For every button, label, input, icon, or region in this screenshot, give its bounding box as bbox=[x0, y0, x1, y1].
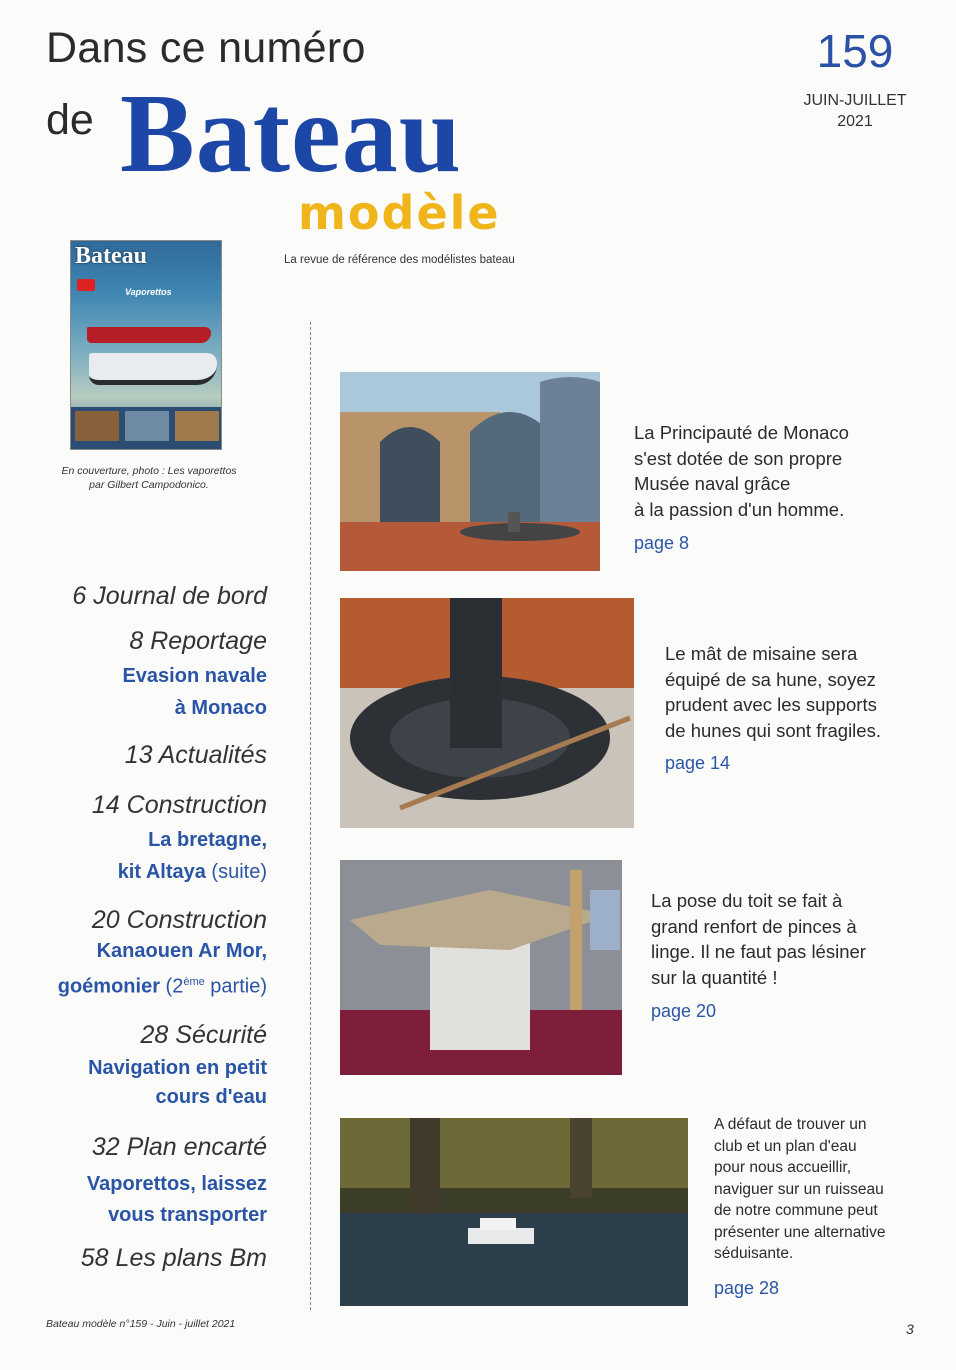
photo-musee-illustration bbox=[340, 372, 600, 571]
photo-toit-pinces bbox=[340, 860, 622, 1075]
toc-article-line[interactable]: Kanaouen Ar Mor, bbox=[96, 940, 267, 962]
caption-line: à la passion d'un homme. bbox=[634, 498, 845, 520]
photo-ruisseau-illustration bbox=[340, 1118, 688, 1306]
caption-line: A défaut de trouver un bbox=[714, 1116, 867, 1133]
photo-ruisseau bbox=[340, 1118, 688, 1306]
toc-article-normal: (2 bbox=[160, 975, 184, 998]
feature-caption-hune bbox=[665, 641, 881, 743]
page-link-14[interactable]: page 14 bbox=[665, 753, 731, 773]
toc-item-construction-14[interactable]: 14 Construction bbox=[91, 791, 267, 819]
caption-line: s'est dotée de son propre bbox=[634, 447, 843, 469]
cover-caption-line2: par Gilbert Campodonico. bbox=[89, 479, 209, 491]
brand-logo-modele: modèle bbox=[298, 186, 501, 240]
toc-article-line[interactable]: Vaporettos, laissez bbox=[86, 1173, 267, 1195]
toc-item-securite[interactable]: 28 Sécurité bbox=[140, 1021, 267, 1049]
toc-item-actualites[interactable]: 13 Actualités bbox=[124, 741, 267, 769]
caption-line: grand renfort de pinces à bbox=[651, 915, 857, 937]
toc-item-plans-bm[interactable]: 58 Les plans Bm bbox=[80, 1244, 267, 1272]
photo-musee-monaco bbox=[340, 372, 600, 571]
footer-publication: Bateau modèle n°159 - Juin - juillet 2021 bbox=[46, 1318, 236, 1330]
cover-thumb-3 bbox=[175, 411, 219, 441]
feature-caption-ruisseau bbox=[714, 1114, 885, 1265]
heading-de: de bbox=[46, 96, 94, 144]
caption-line: naviguer sur un ruisseau bbox=[714, 1180, 884, 1198]
page-link-28[interactable]: page 28 bbox=[714, 1278, 780, 1298]
toc-article-line[interactable]: Evasion navale bbox=[122, 665, 267, 687]
cover-caption bbox=[40, 464, 258, 492]
caption-line: sur la quantité ! bbox=[651, 966, 778, 988]
toc-article-line[interactable] bbox=[58, 966, 267, 1003]
cover-caption-line1: En couverture, photo : Les vaporettos bbox=[61, 465, 237, 477]
page-link-20[interactable]: page 20 bbox=[651, 1001, 717, 1021]
photo-hune bbox=[340, 598, 634, 828]
caption-line: de notre commune peut bbox=[714, 1202, 878, 1219]
column-divider bbox=[310, 322, 311, 1310]
cover-issue-badge bbox=[77, 279, 95, 291]
caption-line: présenter une alternative bbox=[714, 1223, 886, 1241]
toc-item-journal[interactable]: 6 Journal de bord bbox=[72, 582, 267, 610]
photo-hune-illustration bbox=[340, 598, 634, 828]
caption-line: Musée naval grâce bbox=[634, 473, 791, 494]
caption-line: La Principauté de Monaco bbox=[634, 422, 849, 443]
cover-thumb-1 bbox=[75, 411, 119, 441]
caption-line: pour nous accueillir, bbox=[714, 1159, 851, 1176]
caption-line: séduisante. bbox=[714, 1245, 794, 1262]
cover-boat-red bbox=[87, 327, 211, 343]
cover-logo: Bateau bbox=[75, 243, 147, 269]
feature-caption-toit bbox=[651, 888, 866, 990]
toc-article-normal: partie) bbox=[204, 975, 267, 998]
toc-article-normal: (suite) bbox=[205, 861, 267, 883]
issue-number: 159 bbox=[816, 25, 894, 77]
cover-bottom-strip bbox=[71, 407, 222, 450]
toc-article-sup: ème bbox=[183, 976, 205, 988]
caption-line: linge. Il ne faut pas lésiner bbox=[651, 941, 866, 962]
toc-article-bold: goémonier bbox=[57, 975, 160, 998]
issue-month: JUIN-JUILLET bbox=[803, 92, 907, 109]
feature-caption-monaco bbox=[634, 420, 849, 522]
page-link-8[interactable]: page 8 bbox=[634, 533, 690, 553]
toc-article-line[interactable] bbox=[118, 856, 267, 888]
toc-article-line[interactable]: cours d'eau bbox=[155, 1086, 267, 1108]
issue-year: 2021 bbox=[837, 113, 873, 130]
cover-thumbnail bbox=[70, 240, 222, 450]
heading-dans-ce-numero: Dans ce numéro bbox=[46, 24, 366, 72]
toc-item-plan-encarte[interactable]: 32 Plan encarté bbox=[91, 1133, 267, 1161]
toc-item-reportage[interactable]: 8 Reportage bbox=[129, 627, 267, 655]
caption-line: prudent avec les supports bbox=[665, 694, 877, 715]
toc-article-line[interactable]: à Monaco bbox=[174, 697, 267, 719]
caption-line: équipé de sa hune, soyez bbox=[665, 668, 876, 690]
caption-line: Le mât de misaine sera bbox=[665, 643, 858, 664]
cover-thumb-2 bbox=[125, 411, 169, 441]
tagline: La revue de référence des modélistes bateau bbox=[284, 254, 515, 266]
footer-page-number: 3 bbox=[906, 1321, 914, 1337]
caption-line: de hunes qui sont fragiles. bbox=[665, 719, 881, 741]
cover-headline: Vaporettos bbox=[125, 287, 172, 297]
toc-article-line[interactable]: vous transporter bbox=[108, 1204, 267, 1226]
issue-date bbox=[780, 90, 930, 132]
toc-item-construction-20[interactable]: 20 Construction bbox=[91, 906, 267, 934]
photo-toit-illustration bbox=[340, 860, 622, 1075]
caption-line: club et un plan d'eau bbox=[714, 1137, 857, 1155]
toc-article-line[interactable]: Navigation en petit bbox=[88, 1057, 267, 1079]
brand-logo-bateau: Bateau bbox=[120, 72, 462, 196]
cover-boat-white bbox=[89, 353, 217, 385]
caption-line: La pose du toit se fait à bbox=[651, 890, 843, 911]
toc-article-line[interactable]: La bretagne, bbox=[148, 829, 267, 851]
toc-article-bold: kit Altaya bbox=[117, 861, 206, 883]
